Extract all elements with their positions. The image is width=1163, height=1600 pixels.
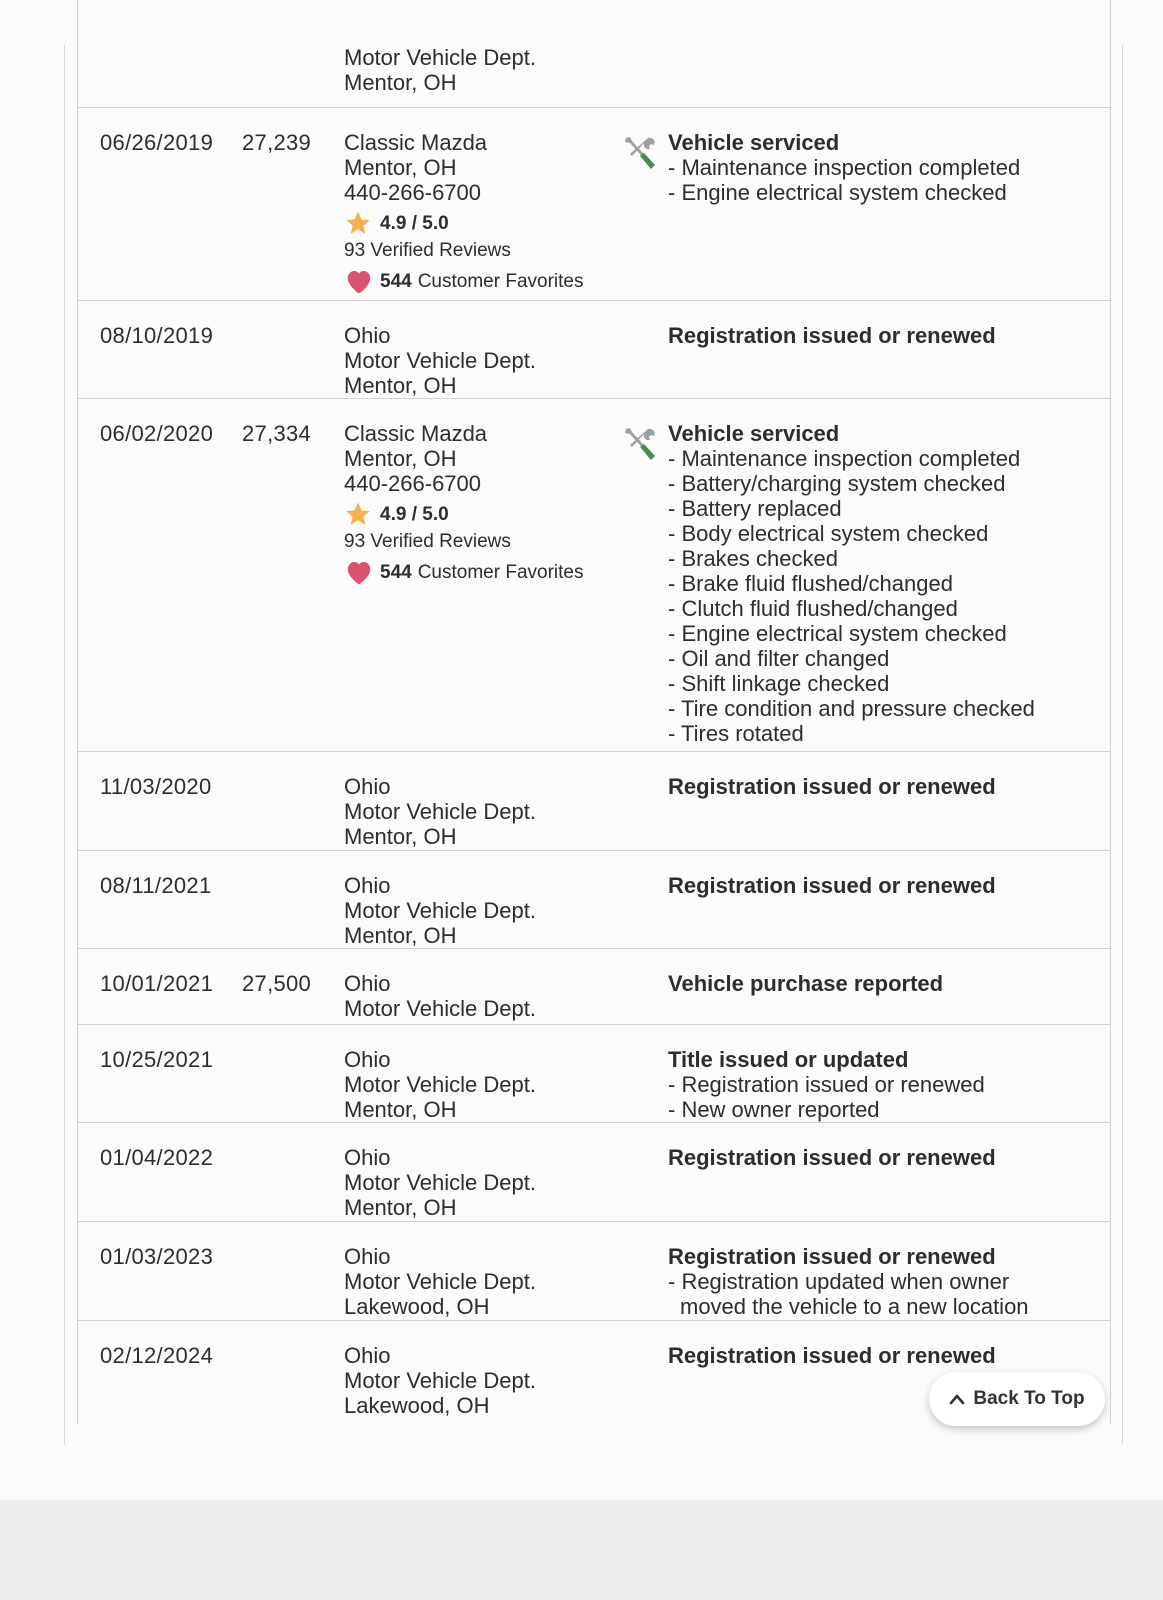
source-cell: Motor Vehicle Dept. Mentor, OH (344, 45, 536, 95)
event-cell: Registration issued or renewed (668, 1343, 996, 1368)
star-icon (344, 209, 372, 237)
history-row (78, 751, 1110, 850)
date-cell: 01/04/2022 (100, 1145, 214, 1170)
chevron-up-icon (949, 1393, 965, 1405)
date-cell: 08/10/2019 (100, 323, 214, 348)
date-cell: 06/02/2020 (100, 421, 214, 446)
date-cell: 10/01/2021 (100, 971, 214, 996)
event-cell: Vehicle purchase reported (668, 971, 944, 996)
service-tools-icon (620, 134, 660, 174)
back-to-top-label: Back To Top (973, 1388, 1085, 1409)
dealer-phone[interactable]: 440-266-6700 (344, 471, 482, 496)
dealer-reviews-link[interactable]: 93 Verified Reviews (344, 240, 511, 261)
source-cell: Ohio Motor Vehicle Dept. Lakewood, OH (344, 1343, 536, 1418)
event-cell: Title issued or updated - Registration issued or renewed - New owner reported (668, 1047, 985, 1122)
dealer-name[interactable]: Classic Mazda (344, 421, 488, 446)
date-cell: 10/25/2021 (100, 1047, 214, 1072)
heart-icon (344, 558, 374, 586)
dealer-favorites: 544 Customer Favorites (344, 267, 583, 295)
mileage-cell: 27,334 (242, 421, 312, 446)
history-row (78, 850, 1110, 948)
heart-icon (344, 267, 374, 295)
date-cell: 06/26/2019 (100, 130, 214, 155)
dealer-favorites: 544 Customer Favorites (344, 558, 583, 586)
event-cell: Vehicle serviced - Maintenance inspection completed - Battery/charging system checked - Battery replaced - Body electrical system checked - Brakes checked - Brake fluid flushed/changed - Clutch fluid flushed/changed - Engine electrical system checked - Oil and filter changed - Shift linkage checked - Tire condition and pressure checked - Tires rotated (668, 421, 1035, 746)
history-row (78, 300, 1110, 398)
event-cell: Registration issued or renewed - Registration updated when owner moved the vehicle to a new location (668, 1244, 1029, 1319)
mileage-cell: 27,239 (242, 130, 312, 155)
history-row (78, 1221, 1110, 1320)
date-cell: 02/12/2024 (100, 1343, 214, 1368)
page-border-right (1122, 45, 1123, 1445)
source-cell: Ohio Motor Vehicle Dept. Mentor, OH (344, 1145, 536, 1220)
history-row (78, 948, 1110, 1024)
page-bottom-margin (0, 1500, 1163, 1600)
source-cell: Ohio Motor Vehicle Dept. Mentor, OH (344, 774, 536, 849)
star-icon (344, 500, 372, 528)
history-row (78, 1122, 1110, 1221)
dealer-reviews-link[interactable]: 93 Verified Reviews (344, 531, 511, 552)
event-cell: Registration issued or renewed (668, 323, 996, 348)
event-cell: Registration issued or renewed (668, 774, 996, 799)
history-row (78, 0, 1110, 107)
source-cell: Ohio Motor Vehicle Dept. Mentor, OH (344, 1047, 536, 1122)
dealer-rating: 4.9 / 5.0 (344, 501, 583, 527)
source-cell: Classic Mazda Mentor, OH 440-266-6700 4.9 / 5.0 93 Verified Reviews 544 Customer Favorites (344, 130, 583, 295)
dealer-phone[interactable]: 440-266-6700 (344, 180, 482, 205)
event-cell: Vehicle serviced - Maintenance inspection completed - Engine electrical system checked (668, 130, 1021, 205)
date-cell: 11/03/2020 (100, 774, 212, 799)
dealer-rating: 4.9 / 5.0 (344, 210, 583, 236)
mileage-cell: 27,500 (242, 971, 312, 996)
history-row (78, 107, 1110, 300)
service-tools-icon (620, 425, 660, 465)
source-cell: Ohio Motor Vehicle Dept. Mentor, OH (344, 323, 536, 398)
page-border-left (64, 45, 65, 1445)
date-cell: 08/11/2021 (100, 873, 212, 898)
date-cell: 01/03/2023 (100, 1244, 214, 1269)
source-cell: Ohio Motor Vehicle Dept. Mentor, OH (344, 873, 536, 948)
source-cell: Ohio Motor Vehicle Dept. Lakewood, OH (344, 1244, 536, 1319)
back-to-top-button[interactable] (929, 1372, 1105, 1426)
history-row (78, 398, 1110, 751)
history-row (78, 1024, 1110, 1122)
source-cell: Ohio Motor Vehicle Dept. (344, 971, 536, 1021)
event-cell: Registration issued or renewed (668, 873, 996, 898)
dealer-name[interactable]: Classic Mazda (344, 130, 488, 155)
vehicle-history-table (77, 0, 1111, 1424)
event-cell: Registration issued or renewed (668, 1145, 996, 1170)
source-cell: Classic Mazda Mentor, OH 440-266-6700 4.9 / 5.0 93 Verified Reviews 544 Customer Favorites (344, 421, 583, 586)
